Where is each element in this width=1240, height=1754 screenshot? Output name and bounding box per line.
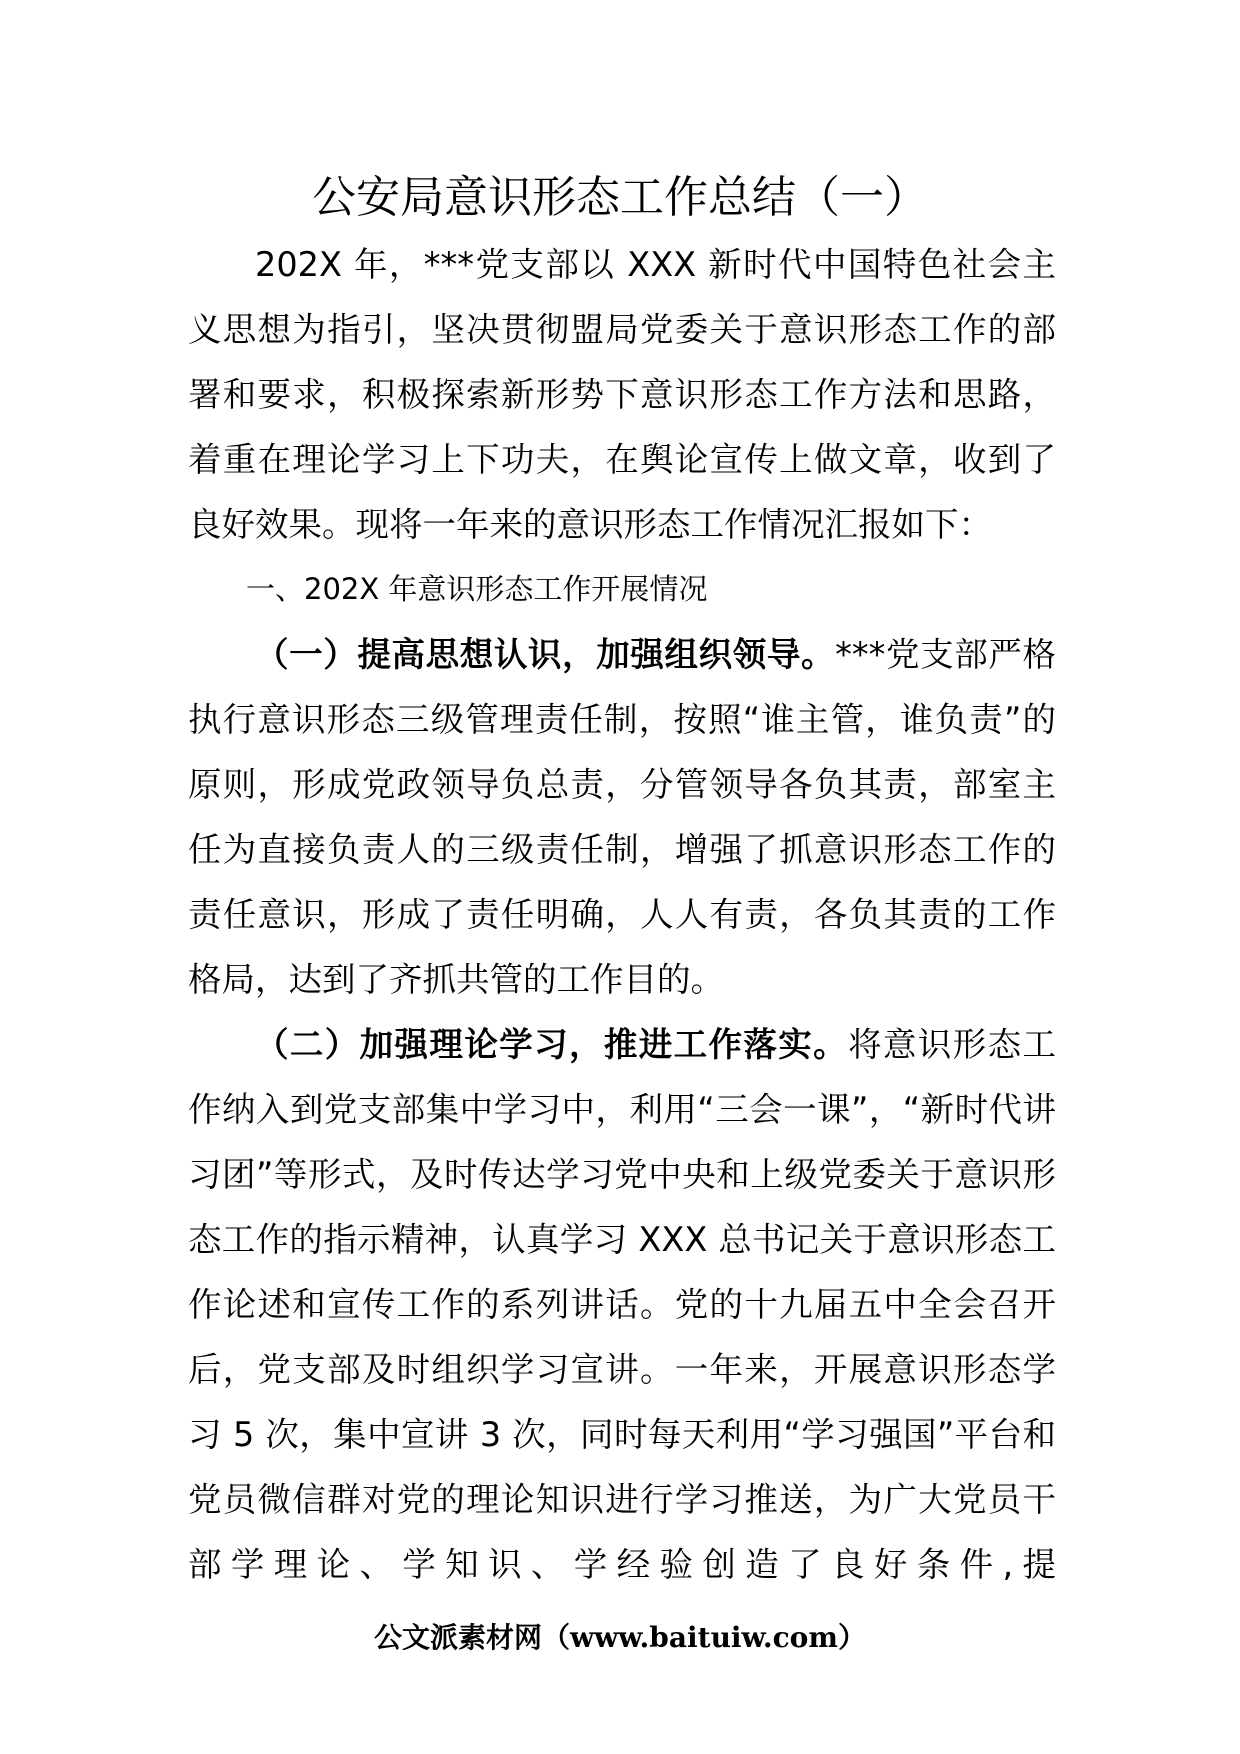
item-2-lead: （二）加强理论学习，推进工作落实。	[255, 1025, 849, 1064]
item-1-text: ***党支部严格执行意识形态三级管理责任制，按照“谁主管，谁负责”的原则，形成党政领导负总责，分管领导各负其责，部室主任为直接负责人的三级责任制，增强了抓意识形态工作的责任意识，形成了责任明确，人人有责，各负其责的工作格局，达到了齐抓共管的工作目的。	[188, 635, 1056, 999]
item-1-lead: （一）提高思想认识，加强组织领导。	[255, 635, 836, 674]
document-title: 公安局意识形态工作总结（一）	[312, 172, 928, 223]
item-1-paragraph	[188, 622, 1056, 1012]
document-body	[188, 232, 1056, 1597]
item-2-paragraph	[188, 1012, 1056, 1597]
section-heading: 一、202X 年意识形态工作开展情况	[246, 572, 708, 606]
item-2-text: 将意识形态工作纳入到党支部集中学习中，利用“三会一课”，“新时代讲习团”等形式，及时传达学习党中央和上级党委关于意识形态工作的指示精神，认真学习 XXX 总书记关于意识形态工作论述和宣传工作的系列讲话。党的十九届五中全会召开后，党支部及时组织学习宣讲。一年来，开展意识形态学习 5 次，集中宣讲 3 次，同时每天利用“学习强国”平台和党员微信群对党的理论知识进行学习推送，为广大党员干部学理论、学知识、学经验创造了良好条件,提	[188, 1025, 1057, 1584]
intro-paragraph: 202X 年，***党支部以 XXX 新时代中国特色社会主义思想为指引，坚决贯彻盟局党委关于意识形态工作的部署和要求，积极探索新形势下意识形态工作方法和思路，着重在理论学习上下功夫，在舆论宣传上做文章，收到了良好效果。现将一年来的意识形态工作情况汇报如下：	[188, 245, 1056, 544]
page-footer-watermark: 公文派素材网（www.baituiw.com）	[374, 1621, 866, 1654]
